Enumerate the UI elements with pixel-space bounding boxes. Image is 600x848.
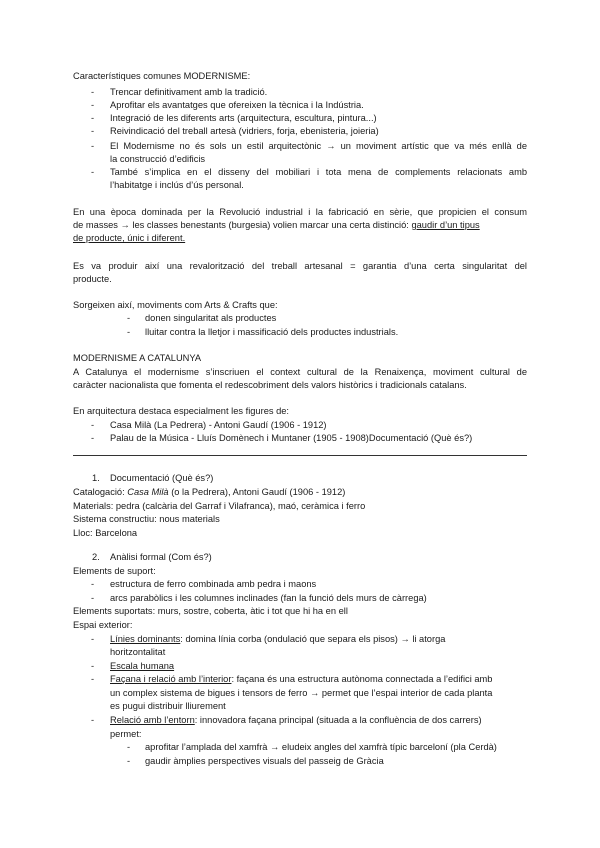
list-item <box>110 673 492 685</box>
list-item: Reivindicació del treball artesà (vidriers, forja, ebenisteria, joieria) <box>110 126 379 136</box>
list-item-continuation: l’habitatge i inclús d’ús personal. <box>110 180 244 190</box>
bullet-dash: - <box>127 327 131 337</box>
bullet-dash: - <box>91 126 95 136</box>
list-item: gaudir àmplies perspectives visuals del passeig de Gràcia <box>145 756 384 766</box>
list-item-continuation: la construcció d’edificis <box>110 154 206 164</box>
section-number: 2. <box>92 552 100 562</box>
paragraph-line: En arquitectura destaca especialment les figures de: <box>73 406 290 416</box>
catalog-rest: (o la Pedrera), Antoni Gaudí (1906 - 1912) <box>168 487 346 497</box>
bullet-dash: - <box>91 100 95 110</box>
paragraph-line: producte. <box>73 274 112 284</box>
catalog-label: Catalogació: <box>73 487 128 497</box>
list-item-text: : innovadora façana principal (situada a la confluència de dos carrers) <box>194 715 482 725</box>
catalog-italic: Casa Milà <box>127 487 169 497</box>
paragraph-text: de masses → les classes benestants (burgesia) volien marcar una certa distinció: <box>73 220 412 230</box>
paragraph-line: Es va produir així una revalorització del treball artesanal = garantia d’una certa singularitat del <box>73 261 527 271</box>
underlined-label: Relació amb l’entorn <box>110 715 195 725</box>
list-item-text: : façana és una estructura autònoma connectada a l’edifici amb <box>231 674 493 684</box>
list-item-continuation: es pugui distribuir lliurement <box>110 701 226 711</box>
support-heading: Elements de suport: <box>73 566 156 576</box>
list-item: Casa Milà (La Pedrera) - Antoni Gaudí (1906 - 1912) <box>110 420 327 430</box>
underlined-label: Façana i relació amb l’interior <box>110 674 232 684</box>
paragraph-line: En una època dominada per la Revolució industrial i la fabricació en sèrie, que propicien el consum <box>73 207 527 217</box>
list-item: Aprofitar els avantatges que ofereixen la tècnica i la Indústria. <box>110 100 364 110</box>
section-title: Documentació (Què és?) <box>110 473 214 483</box>
place-line: Lloc: Barcelona <box>73 528 138 538</box>
list-item: lluitar contra la lletjor i massificació dels productes industrials. <box>145 327 399 337</box>
underlined-text: de producte, únic i diferent. <box>73 233 186 243</box>
exterior-heading: Espai exterior: <box>73 620 133 630</box>
list-item-continuation: permet: <box>110 729 142 739</box>
underlined-label: Escala humana <box>110 661 175 671</box>
section-title: Anàlisi formal (Com és?) <box>110 552 212 562</box>
bullet-dash: - <box>127 742 131 752</box>
paragraph-line: caràcter nacionalista que fomenta el redescobriment dels valors històrics i tradicionals catalans. <box>73 380 467 390</box>
materials-line: Materials: pedra (calcària del Garraf i Vilafranca), maó, ceràmica i ferro <box>73 501 366 511</box>
bullet-dash: - <box>91 715 95 725</box>
bullet-dash: - <box>91 433 95 443</box>
bullet-dash: - <box>91 579 95 589</box>
bullet-dash: - <box>127 756 131 766</box>
list-item: Palau de la Música - Lluís Domènech i Muntaner (1905 - 1908)Documentació (Què és?) <box>110 433 473 443</box>
supported-line: Elements suportats: murs, sostre, coberta, àtic i tot que hi ha en ell <box>73 606 348 616</box>
bullet-dash: - <box>91 141 95 151</box>
list-item-text: : domina línia corba (ondulació que separa els pisos) → li atorga <box>180 634 446 644</box>
list-item: També s’implica en el disseny del mobiliari i tota mena de complements relacionats amb <box>110 167 527 177</box>
system-line: Sistema constructiu: nous materials <box>73 514 220 524</box>
list-item: El Modernisme no és sols un estil arquitectònic → un moviment artístic que va més enllà de <box>110 141 527 151</box>
catalog-line <box>73 486 345 498</box>
list-item: aprofitar l’amplada del xamfrà → eludeix angles del xamfrà típic barceloní (pla Cerdà) <box>145 742 497 752</box>
modernisme-heading: Característiques comunes MODERNISME: <box>73 71 251 81</box>
underlined-label: Línies dominants <box>110 634 181 644</box>
paragraph-line <box>73 219 527 231</box>
list-item: Trencar definitivament amb la tradició. <box>110 87 268 97</box>
horizontal-rule <box>73 455 527 456</box>
bullet-dash: - <box>91 87 95 97</box>
list-item: arcs parabòlics i les columnes inclinades (fan la funció dels murs de càrrega) <box>110 593 427 603</box>
bullet-dash: - <box>91 634 95 644</box>
paragraph-line: Sorgeixen així, moviments com Arts & Crafts que: <box>73 300 278 310</box>
section-number: 1. <box>92 473 100 483</box>
bullet-dash: - <box>91 593 95 603</box>
list-item: estructura de ferro combinada amb pedra i maons <box>110 579 317 589</box>
paragraph-line: A Catalunya el modernisme s’inscriuen el context cultural de la Renaixença, moviment cultural de <box>73 367 527 377</box>
catalunya-heading: MODERNISME A CATALUNYA <box>73 353 202 363</box>
list-item-continuation: un complex sistema de bigues i tensors de ferro → permet que l’espai interior de cada planta <box>110 688 493 698</box>
underlined-text: gaudir d’un tipus <box>411 220 480 230</box>
list-item <box>110 633 445 645</box>
bullet-dash: - <box>91 167 95 177</box>
bullet-dash: - <box>91 113 95 123</box>
bullet-dash: - <box>127 313 131 323</box>
list-item <box>110 714 482 726</box>
list-item: Integració de les diferents arts (arquitectura, escultura, pintura...) <box>110 113 377 123</box>
list-item: donen singularitat als productes <box>145 313 277 323</box>
bullet-dash: - <box>91 674 95 684</box>
bullet-dash: - <box>91 420 95 430</box>
list-item-continuation: horitzontalitat <box>110 647 166 657</box>
bullet-dash: - <box>91 661 95 671</box>
